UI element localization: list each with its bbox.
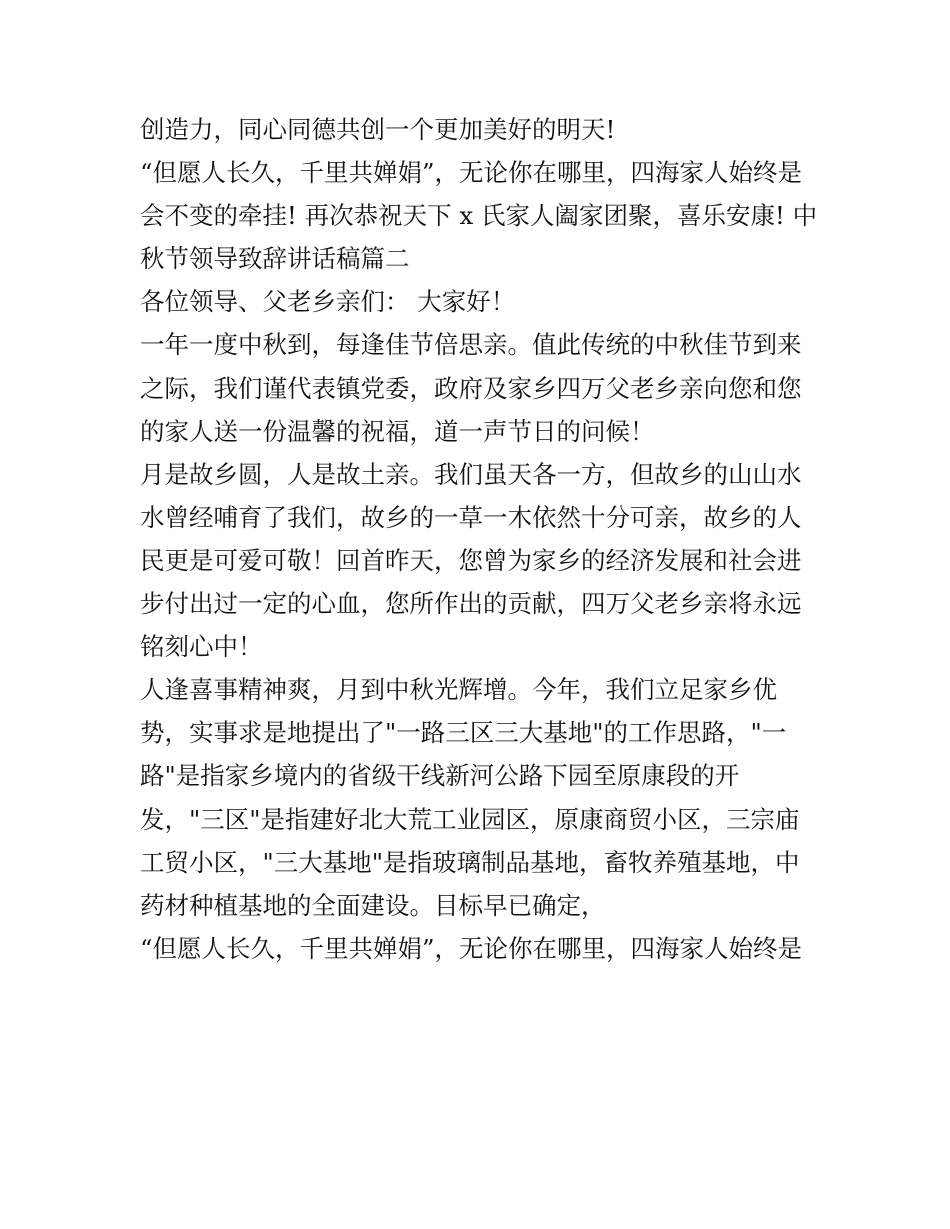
text-line: 势，实事求是地提出了"一路三区三大基地"的工作思路，"一 (140, 718, 787, 748)
body-text (140, 108, 820, 970)
text-line: 人逢喜事精神爽，月到中秋光辉增。今年，我们立足家乡优 (140, 675, 777, 705)
text-line: 药材种植基地的全面建设。目标早已确定， (140, 890, 606, 920)
text-line: 创造力，同心同德共创一个更加美好的明天! (140, 115, 616, 144)
text-line: 一年一度中秋到，每逢佳节倍思亲。值此传统的中秋佳节到来 (140, 330, 802, 360)
text-line: 步付出过一定的心血，您所作出的贡献，四万父老乡亲将永远 (140, 589, 802, 619)
text-line: 会不变的牵挂! 再次恭祝天下 x 氏家人阖家团聚，喜乐安康! 中 (140, 201, 818, 231)
text-line: “但愿人长久，千里共婵娟”，无论你在哪里，四海家人始终是 (140, 158, 803, 188)
text-line: 之际，我们谨代表镇党委，政府及家乡四万父老乡亲向您和您 (140, 373, 802, 403)
text-line: 各位领导、父老乡亲们： 大家好！ (140, 287, 516, 317)
text-line: 秋节领导致辞讲话稿篇二 (140, 244, 410, 274)
text-line: “但愿人长久，千里共婵娟”，无论你在哪里，四海家人始终是 (140, 933, 803, 963)
text-line: 月是故乡圆，人是故土亲。我们虽天各一方，但故乡的山山水 (140, 459, 802, 489)
text-line: 铭刻心中！ (140, 632, 263, 662)
text-line: 水曾经哺育了我们，故乡的一草一木依然十分可亲，故乡的人 (140, 502, 802, 532)
text-line: 发，"三区"是指建好北大荒工业园区，原康商贸小区，三宗庙 (140, 804, 800, 834)
text-line: 民更是可爱可敬！回首昨天，您曾为家乡的经济发展和社会进 (140, 545, 802, 575)
text-line: 路"是指家乡境内的省级干线新河公路下园至原康段的开 (140, 761, 740, 791)
text-line: 工贸小区，"三大基地"是指玻璃制品基地，畜牧养殖基地，中 (140, 847, 800, 877)
text-line: 的家人送一份温馨的祝福，道一声节日的问候！ (140, 416, 655, 446)
